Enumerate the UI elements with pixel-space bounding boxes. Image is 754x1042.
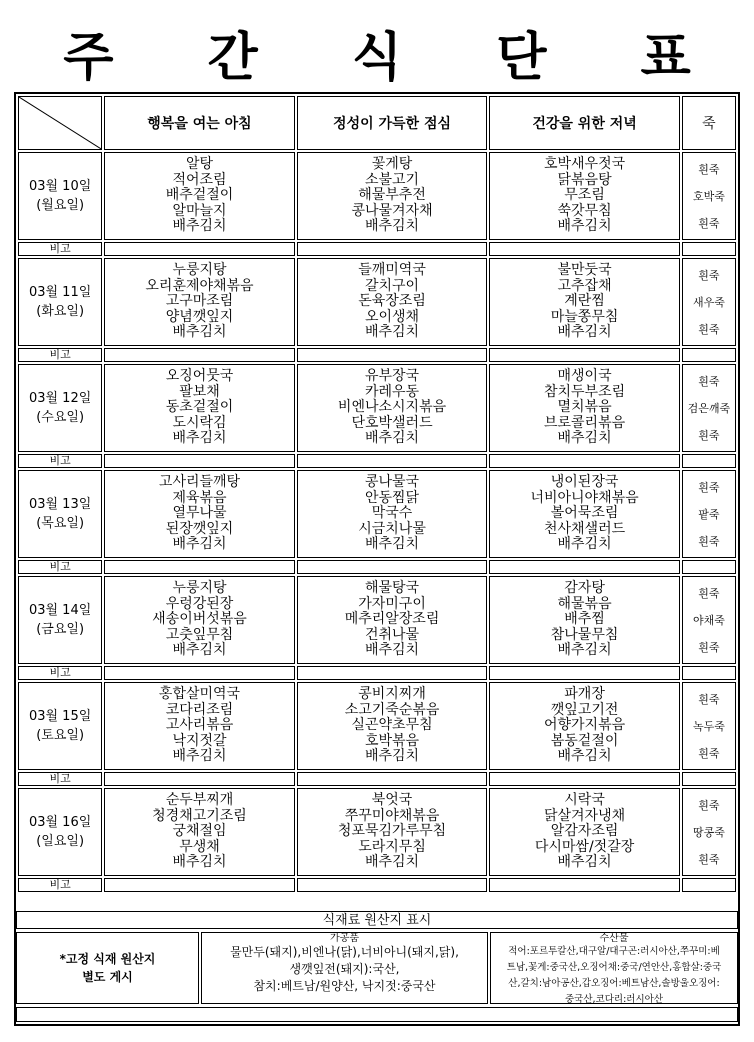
note-cell	[682, 878, 736, 892]
porridge-item: 흰죽	[698, 374, 720, 388]
dish-item: 누룽지탕	[172, 580, 227, 597]
porridge-item: 흰죽	[698, 162, 720, 176]
dish-item: 감자탕	[564, 580, 605, 597]
date-cell	[18, 788, 102, 876]
porridge-item: 새우죽	[692, 295, 725, 309]
note-label: 비고	[18, 454, 102, 468]
dish-item: 갈치구이	[364, 277, 420, 294]
dish-item: 배추김치	[557, 748, 612, 765]
dish-item: 된장깻잎지	[165, 520, 234, 537]
note-cell	[682, 772, 736, 786]
breakfast-cell	[104, 258, 295, 346]
dish-item: 배추김치	[557, 324, 612, 341]
dish-item: 호박새우젓국	[543, 156, 626, 173]
dish-item: 쑥갓무침	[557, 202, 612, 219]
dish-item: 도라지무침	[358, 838, 426, 855]
note-row	[18, 772, 736, 786]
dish-item: 브로콜리볶음	[543, 414, 626, 431]
porridge-cell	[682, 576, 736, 664]
date-cell	[18, 576, 102, 664]
processed-line: 생깻잎전(돼지):국산,	[289, 962, 400, 976]
dish-item: 불만둣국	[557, 262, 612, 279]
lunch-cell	[297, 682, 488, 770]
note-cell	[297, 560, 488, 574]
date-label: 03월 10일	[28, 179, 92, 194]
note-cell	[489, 666, 680, 680]
porridge-item: 흰죽	[698, 428, 720, 442]
dish-item: 배추김치	[172, 430, 227, 447]
porridge-item: 야채죽	[692, 613, 725, 627]
dish-item: 파개장	[564, 686, 605, 703]
porridge-cell	[682, 470, 736, 558]
dish-item: 코다리조림	[165, 701, 234, 718]
note-cell	[682, 666, 736, 680]
dish-item: 콩나물겨자채	[351, 202, 433, 219]
dish-item: 순두부찌개	[165, 792, 234, 809]
porridge-item: 흰죽	[698, 586, 720, 600]
dish-item: 계란찜	[564, 293, 605, 310]
processed-line: 참치:베트남/원양산, 낙지젓:중국산	[253, 979, 436, 993]
note-cell	[104, 454, 295, 468]
dish-item: 시금치나물	[358, 520, 426, 537]
dish-item: 배추김치	[172, 536, 227, 553]
day-row	[18, 682, 736, 770]
header-dinner: 건강을 위한 저녁	[489, 96, 680, 150]
lunch-cell	[297, 152, 488, 240]
note-cell	[682, 560, 736, 574]
dish-item: 깻잎고기전	[550, 701, 619, 718]
dish-item: 냉이된장국	[550, 474, 619, 491]
dish-item: 메추리알장조림	[344, 611, 440, 628]
dish-item: 새송이버섯볶음	[152, 611, 247, 628]
day-row	[18, 364, 736, 452]
date-label: 03월 12일	[28, 391, 92, 406]
note-label: 비고	[18, 666, 102, 680]
diagonal-line-icon	[19, 97, 101, 149]
dish-item: 배추김치	[364, 324, 420, 341]
breakfast-cell	[104, 470, 295, 558]
dish-item: 고춧잎무침	[165, 626, 234, 643]
note-cell	[489, 242, 680, 256]
weekday-label: (월요일)	[36, 198, 85, 213]
dish-item: 가자미구이	[358, 595, 426, 612]
note-cell	[104, 560, 295, 574]
dish-item: 비엔나소시지볶음	[337, 399, 447, 416]
dish-item: 막국수	[371, 505, 413, 522]
note-cell	[297, 878, 488, 892]
fixed-origin-line1: *고정 식재 원산지	[59, 952, 156, 966]
day-row	[18, 258, 736, 346]
weekday-label: (목요일)	[36, 516, 85, 531]
dish-item: 배추김치	[172, 642, 227, 659]
dish-item: 동초겉절이	[165, 399, 234, 416]
porridge-item: 흰죽	[698, 268, 720, 282]
porridge-item: 흰죽	[698, 798, 720, 812]
dish-item: 유부장국	[364, 368, 420, 385]
dinner-cell	[489, 576, 680, 664]
breakfast-cell	[104, 788, 295, 876]
porridge-cell	[682, 258, 736, 346]
note-cell	[682, 242, 736, 256]
dish-item: 참치두부조림	[543, 383, 626, 400]
dish-item: 우렁강된장	[165, 595, 234, 612]
dish-item: 건취나물	[364, 626, 420, 643]
note-cell	[104, 242, 295, 256]
dish-item: 배추김치	[364, 748, 420, 765]
dish-item: 배추김치	[364, 218, 420, 235]
seafood-line: 중국산,코다리:러시아산	[565, 994, 663, 1005]
dish-item: 카레우동	[364, 383, 420, 400]
seafood-line: 산,갈치:남아공산,갑오징어:베트남산,솔방울오징어:	[508, 978, 720, 989]
date-cell	[18, 364, 102, 452]
dish-item: 콩나물국	[364, 474, 420, 491]
date-cell	[18, 258, 102, 346]
page-title: 주 간 식 단 표	[63, 28, 729, 88]
dinner-cell	[489, 788, 680, 876]
date-cell	[18, 682, 102, 770]
dish-item: 북엇국	[371, 792, 413, 809]
note-label: 비고	[18, 242, 102, 256]
dish-item: 배추김치	[557, 218, 612, 235]
date-label: 03월 15일	[28, 709, 92, 724]
dinner-cell	[489, 682, 680, 770]
dish-item: 단호박샐러드	[351, 414, 433, 431]
date-label: 03월 14일	[28, 603, 92, 618]
dish-item: 돈육장조림	[358, 293, 426, 310]
dish-item: 멸치볶음	[557, 399, 612, 416]
dish-item: 소고기죽순볶음	[344, 701, 440, 718]
dish-item: 무생채	[179, 838, 220, 855]
weekday-label: (토요일)	[36, 728, 85, 743]
porridge-item: 흰죽	[698, 852, 720, 866]
fixed-origin-line2: 별도 게시	[82, 970, 133, 984]
processed-line: 물만두(돼지),비엔나(닭),너비아니(돼지,닭),	[230, 945, 459, 959]
dish-item: 낙지젓갈	[172, 732, 227, 749]
porridge-cell	[682, 152, 736, 240]
dish-item: 배추김치	[172, 218, 227, 235]
note-label: 비고	[18, 878, 102, 892]
lunch-cell	[297, 576, 488, 664]
processed-goods-origin	[201, 932, 488, 1004]
porridge-cell	[682, 364, 736, 452]
note-cell	[682, 454, 736, 468]
dinner-cell	[489, 258, 680, 346]
note-label: 비고	[18, 560, 102, 574]
dish-item: 콩비지찌개	[358, 686, 426, 703]
dish-item: 참나물무침	[550, 626, 619, 643]
dish-item: 볼어묵조림	[550, 505, 619, 522]
dish-item: 청경채고기조림	[152, 807, 247, 824]
dish-item: 오리훈제야채볶음	[145, 277, 254, 294]
date-cell	[18, 152, 102, 240]
note-cell	[489, 772, 680, 786]
dish-item: 꽃게탕	[371, 156, 413, 173]
bottom-blank-row	[16, 1007, 738, 1022]
lunch-cell	[297, 258, 488, 346]
dish-item: 오이생채	[364, 308, 420, 325]
note-cell	[104, 772, 295, 786]
origin-row	[16, 932, 738, 1004]
dinner-cell	[489, 364, 680, 452]
dish-item: 배추김치	[557, 536, 612, 553]
lunch-cell	[297, 470, 488, 558]
dish-item: 마늘쫑무침	[550, 308, 619, 325]
porridge-item: 흰죽	[698, 746, 720, 760]
note-row	[18, 878, 736, 892]
dish-item: 누룽지탕	[172, 262, 227, 279]
note-label: 비고	[18, 772, 102, 786]
dish-item: 고구마조림	[165, 293, 234, 310]
day-row	[18, 152, 736, 240]
dish-item: 배추김치	[172, 324, 227, 341]
dish-item: 봄동겉절이	[550, 732, 619, 749]
porridge-item: 검은깨죽	[687, 401, 731, 415]
note-cell	[297, 242, 488, 256]
dish-item: 배추김치	[557, 854, 612, 871]
dish-item: 청포묵김가루무침	[337, 823, 447, 840]
dish-item: 쭈꾸미야채볶음	[344, 807, 440, 824]
note-cell	[297, 348, 488, 362]
note-row	[18, 242, 736, 256]
day-row	[18, 576, 736, 664]
origin-title: 식재료 원산지 표시	[16, 911, 738, 929]
dish-item: 실곤약초무침	[351, 717, 433, 734]
note-cell	[489, 560, 680, 574]
note-cell	[682, 348, 736, 362]
dish-item: 해물볶음	[557, 595, 612, 612]
porridge-item: 흰죽	[698, 640, 720, 654]
dish-item: 소불고기	[364, 171, 420, 188]
lunch-cell	[297, 788, 488, 876]
dish-item: 무조림	[564, 187, 605, 204]
dish-item: 배추김치	[557, 430, 612, 447]
dish-item: 배추김치	[172, 748, 227, 765]
date-label: 03월 16일	[28, 815, 92, 830]
weekly-menu-table	[16, 94, 738, 894]
dish-item: 배추김치	[364, 854, 420, 871]
note-cell	[489, 878, 680, 892]
dish-item: 배추김치	[364, 536, 420, 553]
header-porridge: 죽	[682, 96, 736, 150]
breakfast-cell	[104, 364, 295, 452]
seafood-caption: 수산물	[599, 933, 629, 944]
dish-item: 도시락김	[172, 414, 227, 431]
weekday-label: (금요일)	[36, 622, 85, 637]
note-row	[18, 666, 736, 680]
dish-item: 오징어뭇국	[165, 368, 234, 385]
weekday-label: (수요일)	[36, 410, 85, 425]
date-label: 03월 13일	[28, 497, 92, 512]
dish-item: 제육볶음	[172, 489, 227, 506]
note-cell	[104, 666, 295, 680]
dish-item: 배추김치	[364, 430, 420, 447]
porridge-cell	[682, 788, 736, 876]
dish-item: 팔보채	[179, 383, 220, 400]
header-lunch: 정성이 가득한 점심	[297, 96, 488, 150]
dish-item: 열무나물	[172, 505, 227, 522]
fixed-origin-notice	[16, 932, 199, 1004]
note-cell	[104, 878, 295, 892]
dish-item: 닭살겨자냉채	[543, 807, 626, 824]
corner-cell	[18, 96, 102, 150]
dish-item: 배추김치	[557, 642, 612, 659]
note-cell	[297, 666, 488, 680]
dish-item: 매생이국	[557, 368, 612, 385]
dish-item: 천사채샐러드	[543, 520, 626, 537]
day-row	[18, 788, 736, 876]
date-cell	[18, 470, 102, 558]
dish-item: 홍합살미역국	[158, 686, 241, 703]
seafood-origin	[490, 932, 738, 1004]
dinner-cell	[489, 152, 680, 240]
dish-item: 고추잡채	[557, 277, 612, 294]
dish-item: 배추김치	[172, 854, 227, 871]
weekday-label: (일요일)	[36, 834, 85, 849]
porridge-item: 흰죽	[698, 216, 720, 230]
note-cell	[489, 454, 680, 468]
dinner-cell	[489, 470, 680, 558]
porridge-item: 호박죽	[692, 189, 725, 203]
dish-item: 호박볶음	[364, 732, 420, 749]
dish-item: 알탕	[185, 156, 214, 173]
note-label: 비고	[18, 348, 102, 362]
porridge-item: 흰죽	[698, 480, 720, 494]
seafood-line: 트남,꽃게:중국산,오징어채:중국/연안산,홍합살:중국	[506, 962, 722, 973]
dish-item: 너비아니야채볶음	[530, 489, 639, 506]
dish-item: 양념깻잎지	[165, 308, 234, 325]
note-cell	[104, 348, 295, 362]
weekday-label: (화요일)	[36, 304, 85, 319]
breakfast-cell	[104, 576, 295, 664]
dish-item: 들깨미역국	[358, 262, 426, 279]
seafood-line: 적어:포르투칼산,대구알/대구곤:러시아산,쭈꾸미:베	[508, 946, 720, 957]
header-breakfast: 행복을 여는 아침	[104, 96, 295, 150]
note-cell	[297, 454, 488, 468]
note-row	[18, 560, 736, 574]
dish-item: 해물부추전	[358, 187, 426, 204]
dish-item: 알마늘지	[172, 202, 227, 219]
dish-item: 적어조림	[172, 171, 227, 188]
processed-caption: 가공품	[330, 933, 359, 944]
note-cell	[489, 348, 680, 362]
porridge-item: 녹두죽	[692, 719, 725, 733]
breakfast-cell	[104, 152, 295, 240]
note-row	[18, 454, 736, 468]
dish-item: 고사리볶음	[165, 717, 234, 734]
porridge-item: 흰죽	[698, 534, 720, 548]
dish-item: 알감자조림	[550, 823, 619, 840]
dish-item: 다시마쌈/젓갈장	[534, 838, 635, 855]
porridge-item: 흰죽	[698, 692, 720, 706]
porridge-cell	[682, 682, 736, 770]
breakfast-cell	[104, 682, 295, 770]
dish-item: 궁채절임	[172, 823, 227, 840]
porridge-item: 흰죽	[698, 322, 720, 336]
dish-item: 고사리들깨탕	[158, 474, 241, 491]
dish-item: 어향가지볶음	[543, 717, 626, 734]
dish-item: 배추김치	[364, 642, 420, 659]
dish-item: 배추찜	[564, 611, 605, 628]
date-label: 03월 11일	[28, 285, 92, 300]
dish-item: 배추겉절이	[165, 187, 234, 204]
porridge-item: 팥죽	[698, 507, 720, 521]
lunch-cell	[297, 364, 488, 452]
dish-item: 안동찜닭	[364, 489, 420, 506]
dish-item: 해물탕국	[364, 580, 420, 597]
note-cell	[297, 772, 488, 786]
note-row	[18, 348, 736, 362]
day-row	[18, 470, 736, 558]
dish-item: 닭볶음탕	[557, 171, 612, 188]
dish-item: 시락국	[564, 792, 605, 809]
porridge-item: 땅콩죽	[692, 825, 725, 839]
